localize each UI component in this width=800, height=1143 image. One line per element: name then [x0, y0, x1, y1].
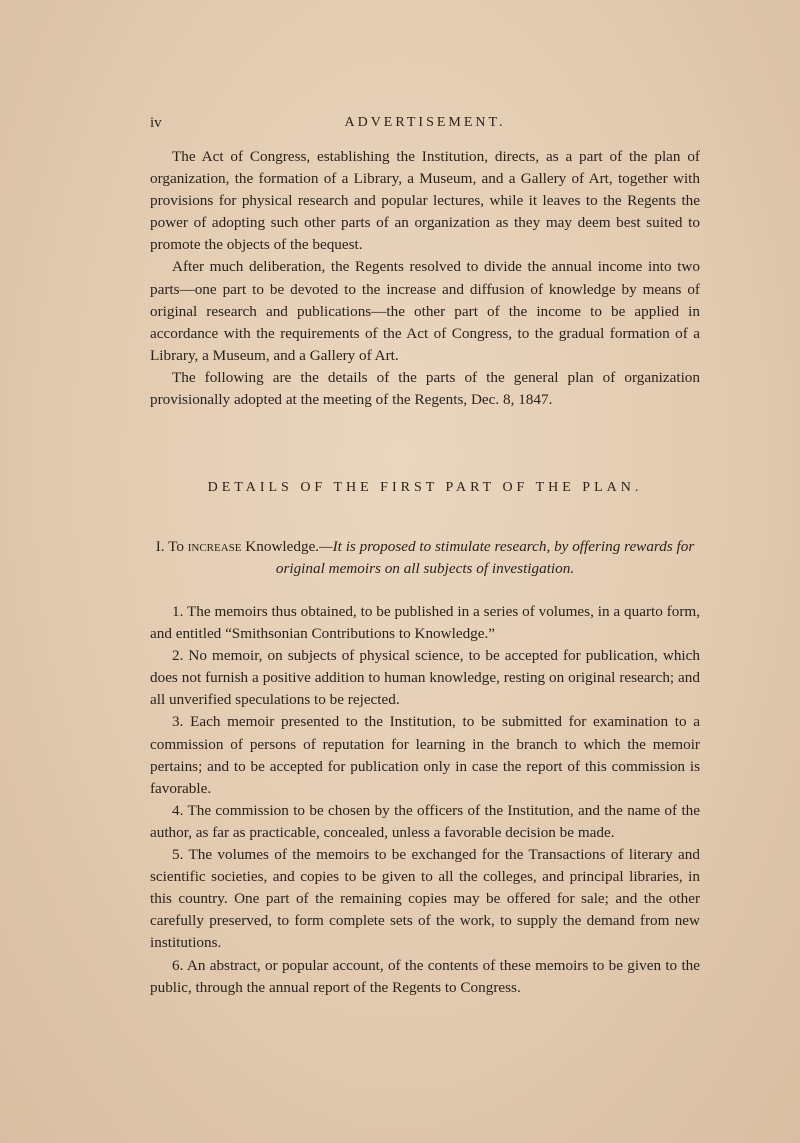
- section-one-heading: [150, 536, 700, 580]
- rule-item: 6. An abstract, or popular account, of the contents of these memoirs to be given to the public, through the annual report of the Regents to Congress.: [150, 956, 700, 996]
- intro-paragraph: After much deliberation, the Regents resolved to divide the annual income into two parts—one part to be devoted to the increase and diffusion of knowledge by means of original research and publications—the other part of the income to be applied in accordance with the requirements of the Act of Congress, to the gradual formation of a Library, a Museum, and a Gallery of Art.: [150, 258, 700, 364]
- running-header: [150, 115, 700, 137]
- section-number: I.: [155, 538, 165, 555]
- rules-list: [150, 601, 700, 999]
- rule-item: 4. The commission to be chosen by the officers of the Institution, and the name of the author, as far as practicable, concealed, unless a favorable decision be made.: [150, 801, 700, 841]
- rule-item: 5. The volumes of the memoirs to be exchanged for the Transactions of literary and scientific societies, and copies to be given to all the colleges, and principal libraries, in this country. One part of the remaining copies may be offered for sale; and the other carefully preserved, to form complete sets of the work, to supply the demand from new institutions.: [150, 846, 700, 952]
- intro-paragraph: The following are the details of the parts of the general plan of organization provisionally adopted at the meeting of the Regents, Dec. 8, 1847.: [150, 368, 700, 409]
- intro-section: [150, 146, 700, 411]
- section-heading: DETAILS OF THE FIRST PART OF THE PLAN.: [207, 480, 643, 495]
- section-smallcaps-word: increase: [187, 538, 242, 555]
- rule-item: 3. Each memoir presented to the Institution, to be submitted for examination to a commission of persons of reputation for learning in the branch to which the memoir pertains; and to be accepted for publication only in case the report of this commission is favorable.: [150, 713, 700, 797]
- section-prefix: To: [168, 538, 184, 555]
- intro-paragraph: The Act of Congress, establishing the Institution, directs, as a part of the plan of organization, the formation of a Library, a Museum, and a Gallery of Art, together with provisions for physical research and popular lectures, while it leaves to the Regents the power of adopting such other parts of an organization as they may deem best suited to promote the objects of the bequest.: [150, 148, 700, 254]
- rule-item: 2. No memoir, on subjects of physical science, to be accepted for publication, which does not furnish a positive addition to human knowledge, resting on original research; and all unverified speculations to be rejected.: [150, 647, 700, 709]
- section-label: Knowledge.: [245, 538, 320, 555]
- running-title: ADVERTISEMENT.: [344, 115, 506, 130]
- rule-item: 1. The memoirs thus obtained, to be published in a series of volumes, in a quarto form, and entitled “Smithsonian Contributions to Knowledge.”: [150, 603, 700, 643]
- page-number: iv: [150, 115, 162, 131]
- section-description: —It is proposed to stimulate research, by offering rewards for original memoirs on all subjects of investigation.: [275, 538, 695, 577]
